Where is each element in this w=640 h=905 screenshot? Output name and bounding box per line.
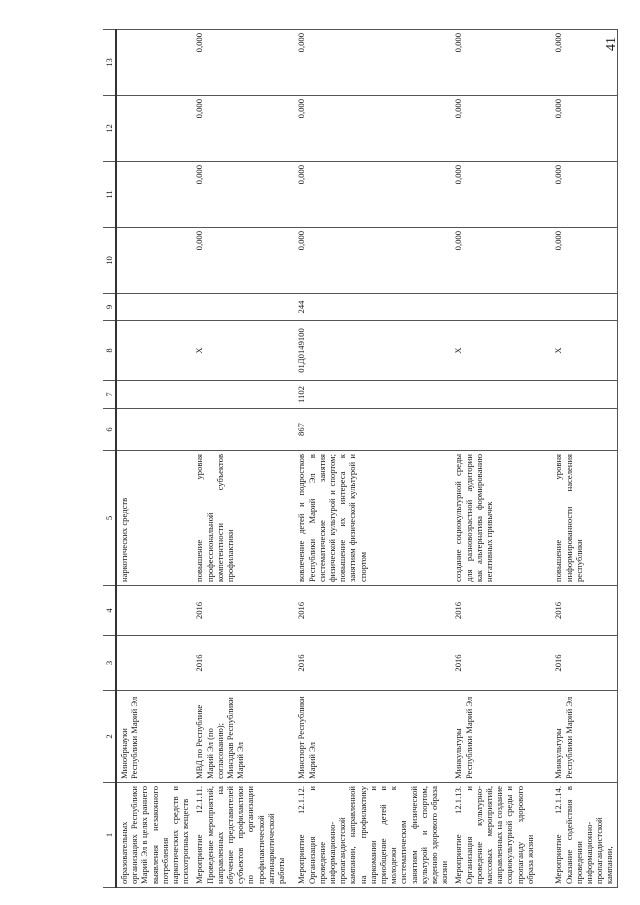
end-year-cell: 2016 — [192, 586, 294, 636]
code-cell — [116, 381, 192, 409]
end-year-cell: 2016 — [451, 586, 551, 636]
col-header: 3 — [103, 636, 116, 691]
table-row — [116, 30, 192, 888]
start-year-cell: 2016 — [294, 636, 451, 691]
result-cell: повышение уровня профессиональной компетентности субъектов профилактики — [192, 451, 294, 586]
code-cell — [192, 409, 294, 451]
amount-cell — [116, 162, 192, 228]
executor-cell: Минкультуры Республики Марий Эл — [551, 691, 617, 783]
col-header: 1 — [103, 783, 116, 888]
result-cell: повышение уровня информированности населения республики — [551, 451, 617, 586]
table-row — [294, 30, 451, 888]
col-header: 11 — [103, 162, 116, 228]
end-year-cell: 2016 — [551, 586, 617, 636]
start-year-cell: 2016 — [451, 636, 551, 691]
start-year-cell: 2016 — [192, 636, 294, 691]
code-cell: X — [192, 321, 294, 381]
code-cell: 244 — [294, 294, 451, 321]
code-cell — [192, 381, 294, 409]
table-row — [551, 30, 617, 888]
amount-cell: 0,000 — [192, 228, 294, 294]
result-cell: наркотических средств — [116, 451, 192, 586]
code-cell — [116, 294, 192, 321]
col-header: 7 — [103, 381, 116, 409]
end-year-cell — [116, 586, 192, 636]
executor-cell: Минкультуры Республики Марий Эл — [451, 691, 551, 783]
code-cell — [451, 381, 551, 409]
col-header: 6 — [103, 409, 116, 451]
code-cell: 01Д0149100 — [294, 321, 451, 381]
amount-cell: 0,000 — [451, 162, 551, 228]
amount-cell: 0,000 — [294, 30, 451, 96]
amount-cell: 0,000 — [294, 96, 451, 162]
code-cell — [451, 409, 551, 451]
col-header: 4 — [103, 586, 116, 636]
result-cell: создание социокультурной среды для разновозрастной аудитории как альтернатива формированию негативных привычек — [451, 451, 551, 586]
amount-cell: 0,000 — [551, 228, 617, 294]
code-cell: X — [451, 321, 551, 381]
amount-cell: 0,000 — [294, 162, 451, 228]
code-cell — [551, 409, 617, 451]
column-number-row — [103, 30, 116, 888]
code-cell: X — [551, 321, 617, 381]
code-cell — [451, 294, 551, 321]
amount-cell — [116, 30, 192, 96]
executor-cell: МВД по Республике Марий Эл (по согласованию); Минздрав Республики Марий Эл — [192, 691, 294, 783]
table-row — [192, 30, 294, 888]
col-header: 9 — [103, 294, 116, 321]
col-header: 10 — [103, 228, 116, 294]
page-number: 41 — [604, 37, 619, 51]
code-cell: 1102 — [294, 381, 451, 409]
amount-cell: 0,000 — [192, 30, 294, 96]
amount-cell — [116, 96, 192, 162]
col-header: 2 — [103, 691, 116, 783]
amount-cell: 0,000 — [551, 30, 617, 96]
amount-cell: 0,000 — [551, 162, 617, 228]
code-cell — [192, 294, 294, 321]
amount-cell: 0,000 — [192, 162, 294, 228]
end-year-cell: 2016 — [294, 586, 451, 636]
measure-cell: Мероприятие 12.1.12. Организация и проведение информационно-пропагандистской кампании, направленной на профилактику наркомании и приобщение детей и молодежи к систематическим занятиям физической культурой и спортом, ведению здорового образа жизни — [294, 783, 451, 888]
measure-cell: Мероприятие 12.1.11. Проведение мероприятий, направленных на обучение представителей субъектов профилактики по организации профилактической антинаркотической работы — [192, 783, 294, 888]
amount-cell: 0,000 — [451, 96, 551, 162]
executor-cell: Минспорт Республики Марий Эл — [294, 691, 451, 783]
code-cell — [551, 294, 617, 321]
amount-cell — [116, 228, 192, 294]
executor-cell: Минобрнауки Республики Марий Эл — [116, 691, 192, 783]
col-header: 5 — [103, 451, 116, 586]
code-cell — [116, 321, 192, 381]
code-cell — [551, 381, 617, 409]
amount-cell: 0,000 — [551, 96, 617, 162]
measure-cell: Мероприятие 12.1.13. Организация и проведение культурно-массовых мероприятий, направленных на создание социокультурной среды и пропаганду здорового образа жизни — [451, 783, 551, 888]
amount-cell: 0,000 — [451, 228, 551, 294]
code-cell — [116, 409, 192, 451]
measure-cell: образовательных организациях Республики Марий Эл в целях раннего выявления незаконного потребления наркотических средств и психотропных веществ — [116, 783, 192, 888]
col-header: 13 — [103, 30, 116, 96]
measure-cell: Мероприятие 12.1.14. Оказание содействия в проведении информационно-пропагандистской кампании, — [551, 783, 617, 888]
result-cell: вовлечение детей и подростков Республики Марий Эл в систематические занятия физической культурой и спортом; повышение их интереса к занятиям физической культурой и спортом — [294, 451, 451, 586]
start-year-cell: 2016 — [551, 636, 617, 691]
amount-cell: 0,000 — [294, 228, 451, 294]
code-cell: 867 — [294, 409, 451, 451]
amount-cell: 0,000 — [192, 96, 294, 162]
col-header: 8 — [103, 321, 116, 381]
amount-cell: 0,000 — [451, 30, 551, 96]
start-year-cell — [116, 636, 192, 691]
table-row — [451, 30, 551, 888]
col-header: 12 — [103, 96, 116, 162]
budget-table — [103, 29, 618, 888]
